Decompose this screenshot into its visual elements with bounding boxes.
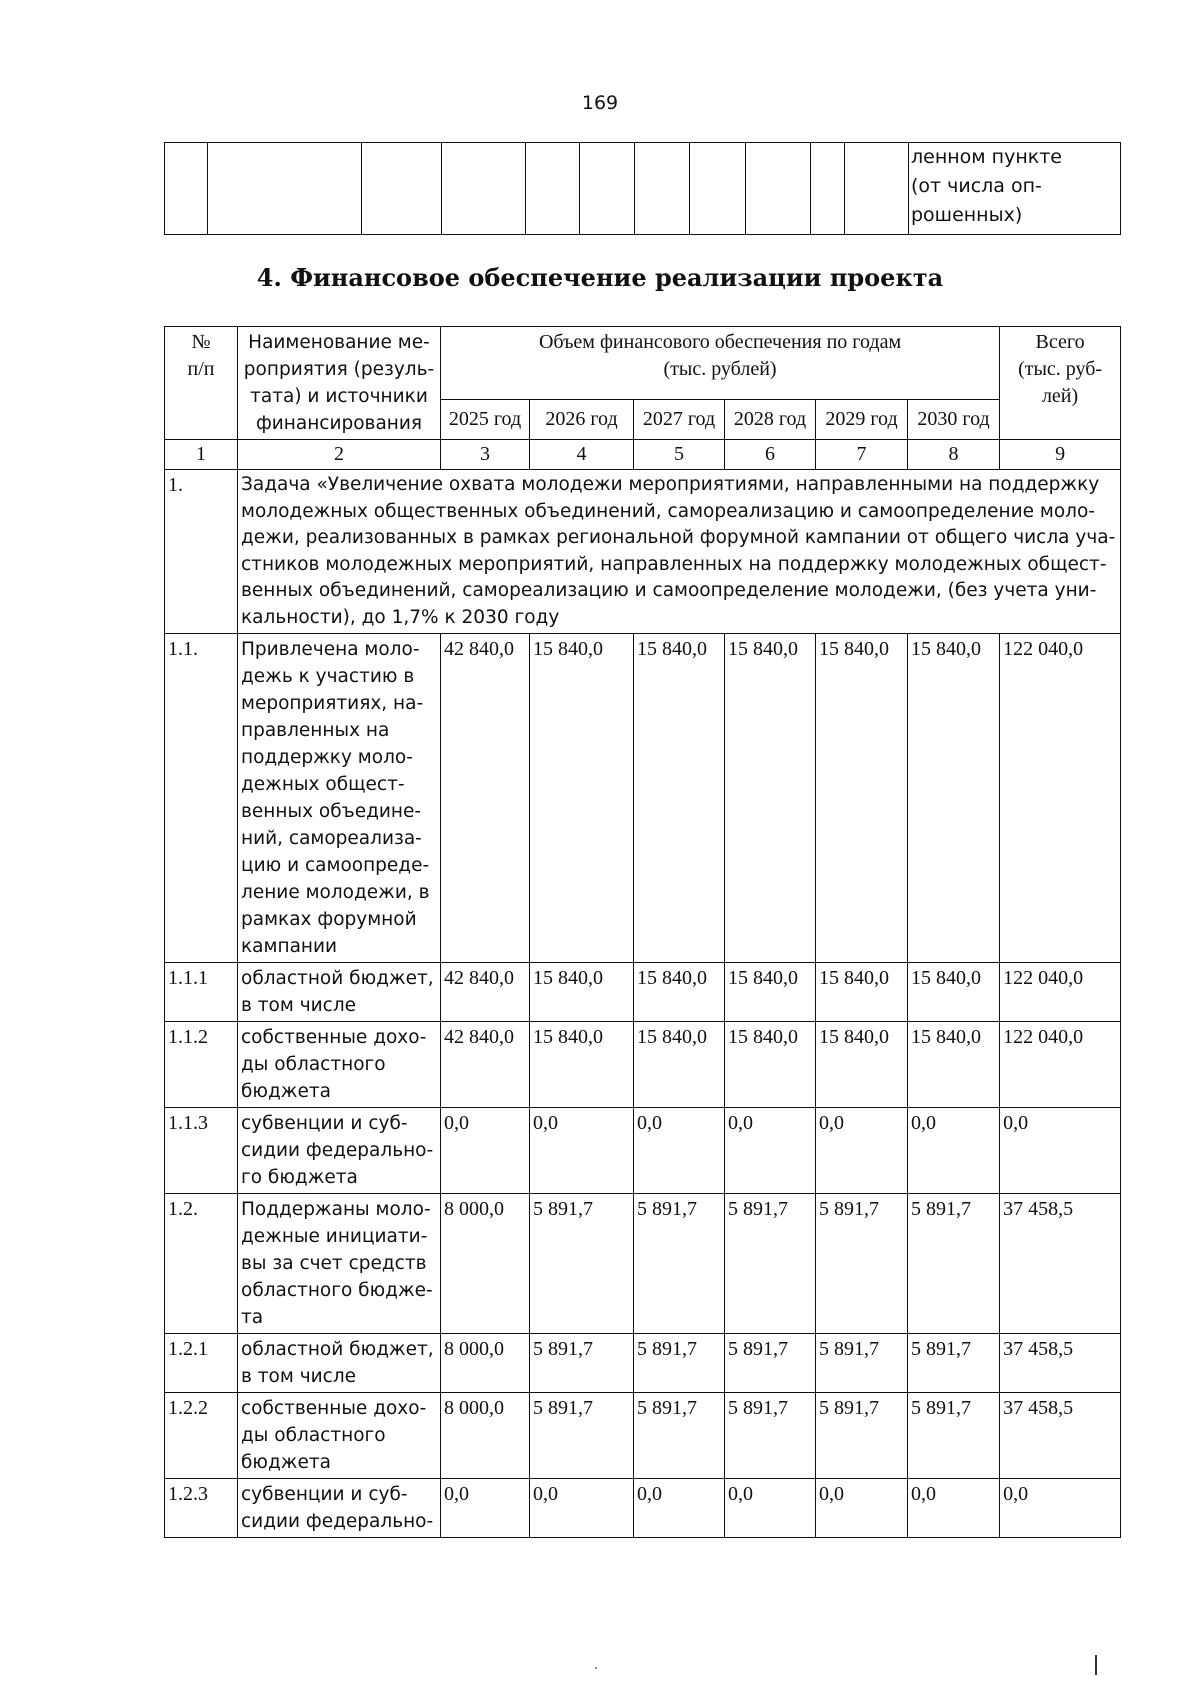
header-year-2029: 2029 год [816, 400, 908, 440]
column-number: 5 [634, 440, 725, 470]
row-value: 5 891,7 [725, 1194, 816, 1334]
row-total: 122 040,0 [1000, 634, 1121, 963]
row-num: 1.2.3 [165, 1479, 238, 1538]
row-name: субвенции и суб- сидии федерально- го бюджета [238, 1108, 441, 1194]
row-value: 0,0 [908, 1108, 1000, 1194]
row-value: 5 891,7 [908, 1334, 1000, 1393]
header-num: № п/п [165, 327, 238, 440]
task-text: Задача «Увеличение охвата молодежи мероприятиями, направленными на поддержку молодежных общественных объединений, самореализацию и самоопределение моло-дежи, реализованных в рамках региональной форумной кампании от общего числа уча-стников молодежных мероприятий, направленных на поддержку молодежных общест-венных объединений, самореализацию и самоопределение молодежи, (без учета уни-кальности), до 1,7% к 2030 году [238, 470, 1121, 634]
column-number: 3 [441, 440, 530, 470]
financing-table [164, 326, 1121, 1538]
row-name: собственные дохо- ды областного бюджета [238, 1393, 441, 1479]
row-value: 8 000,0 [441, 1194, 530, 1334]
row-num: 1.1. [165, 634, 238, 963]
row-value: 5 891,7 [908, 1393, 1000, 1479]
table-cell [442, 143, 526, 235]
column-number: 2 [238, 440, 441, 470]
column-number-row [165, 440, 1121, 470]
row-value: 15 840,0 [816, 1022, 908, 1108]
header-volume: Объем финансового обеспечения по годам (тыс. рублей) [441, 327, 1000, 400]
scan-artifact [595, 1667, 597, 1669]
row-value: 5 891,7 [816, 1334, 908, 1393]
row-value: 15 840,0 [530, 1022, 634, 1108]
row-num: 1.1.3 [165, 1108, 238, 1194]
header-total: Всего (тыс. руб- лей) [1000, 327, 1121, 440]
row-name: областной бюджет, в том числе [238, 1334, 441, 1393]
table-cell [635, 143, 690, 235]
row-value: 15 840,0 [530, 634, 634, 963]
row-value: 42 840,0 [441, 634, 530, 963]
row-name: собственные дохо- ды областного бюджета [238, 1022, 441, 1108]
table-cell [746, 143, 811, 235]
table-row [165, 1334, 1121, 1393]
table-row [165, 963, 1121, 1022]
table-cell [362, 143, 442, 235]
header-year-2025: 2025 год [441, 400, 530, 440]
row-value: 5 891,7 [530, 1393, 634, 1479]
row-num: 1.1.2 [165, 1022, 238, 1108]
row-value: 15 840,0 [530, 963, 634, 1022]
row-value: 5 891,7 [530, 1334, 634, 1393]
row-value: 5 891,7 [725, 1393, 816, 1479]
row-value: 5 891,7 [634, 1393, 725, 1479]
row-num: 1.1.1 [165, 963, 238, 1022]
row-total: 37 458,5 [1000, 1194, 1121, 1334]
row-name: субвенции и суб- сидии федерально- [238, 1479, 441, 1538]
row-value: 15 840,0 [634, 963, 725, 1022]
table-cell [580, 143, 635, 235]
row-name: областной бюджет, в том числе [238, 963, 441, 1022]
row-total: 37 458,5 [1000, 1393, 1121, 1479]
table-cell [208, 143, 362, 235]
row-total: 122 040,0 [1000, 1022, 1121, 1108]
table-row [165, 1479, 1121, 1538]
row-value: 42 840,0 [441, 1022, 530, 1108]
row-value: 5 891,7 [725, 1334, 816, 1393]
row-num: 1.2. [165, 1194, 238, 1334]
row-total: 122 040,0 [1000, 963, 1121, 1022]
row-value: 15 840,0 [908, 634, 1000, 963]
row-value: 5 891,7 [908, 1194, 1000, 1334]
row-num: 1.2.2 [165, 1393, 238, 1479]
row-value: 5 891,7 [816, 1393, 908, 1479]
row-value: 5 891,7 [816, 1194, 908, 1334]
row-value: 15 840,0 [816, 963, 908, 1022]
table-cell [526, 143, 580, 235]
row-value: 0,0 [725, 1108, 816, 1194]
table-row [165, 634, 1121, 963]
row-value: 0,0 [530, 1479, 634, 1538]
table-row [165, 1393, 1121, 1479]
row-value: 5 891,7 [634, 1334, 725, 1393]
task-num: 1. [165, 470, 238, 634]
table-row [165, 1022, 1121, 1108]
continued-table-fragment [164, 142, 1121, 235]
row-value: 0,0 [634, 1108, 725, 1194]
row-value: 15 840,0 [908, 1022, 1000, 1108]
row-value: 0,0 [725, 1479, 816, 1538]
row-value: 0,0 [634, 1479, 725, 1538]
table-cell [690, 143, 746, 235]
header-year-2028: 2028 год [725, 400, 816, 440]
section-title: 4. Финансовое обеспечение реализации проекта [256, 263, 944, 292]
table-cell [165, 143, 208, 235]
row-name: Привлечена моло- дежь к участию в мероприятиях, на- правленных на поддержку моло- дежных общест- венных объедине- ний, самореализа- цию и самоопреде- ление молодежи, в рамках форумной кампании [238, 634, 441, 963]
page-number: 169 [581, 92, 619, 114]
header-row [165, 327, 1121, 400]
row-value: 15 840,0 [634, 634, 725, 963]
table-cell [845, 143, 909, 235]
header-name: Наименование ме- роприятия (резуль- тата) и источники финансирования [238, 327, 441, 440]
row-value: 15 840,0 [816, 634, 908, 963]
header-year-2027: 2027 год [634, 400, 725, 440]
column-number: 9 [1000, 440, 1121, 470]
row-value: 5 891,7 [530, 1194, 634, 1334]
header-year-2030: 2030 год [908, 400, 1000, 440]
row-value: 0,0 [816, 1108, 908, 1194]
column-number: 8 [908, 440, 1000, 470]
row-value: 15 840,0 [725, 634, 816, 963]
column-number: 4 [530, 440, 634, 470]
row-value: 8 000,0 [441, 1393, 530, 1479]
row-value: 0,0 [908, 1479, 1000, 1538]
row-value: 15 840,0 [634, 1022, 725, 1108]
row-value: 0,0 [530, 1108, 634, 1194]
row-value: 0,0 [441, 1479, 530, 1538]
row-value: 5 891,7 [634, 1194, 725, 1334]
task-row [165, 470, 1121, 634]
row-num: 1.2.1 [165, 1334, 238, 1393]
table-cell [811, 143, 845, 235]
row-value: 15 840,0 [908, 963, 1000, 1022]
row-value: 8 000,0 [441, 1334, 530, 1393]
row-value: 0,0 [441, 1108, 530, 1194]
table-row [165, 1194, 1121, 1334]
row-total: 0,0 [1000, 1479, 1121, 1538]
column-number: 7 [816, 440, 908, 470]
scan-artifact [1095, 1655, 1097, 1675]
row-value: 42 840,0 [441, 963, 530, 1022]
table-row [165, 143, 1121, 235]
row-name: Поддержаны моло- дежные инициати- вы за счет средств областного бюдже- та [238, 1194, 441, 1334]
row-value: 15 840,0 [725, 963, 816, 1022]
table-cell-respondents-note: ленном пункте (от числа оп- рошенных) [909, 143, 1121, 235]
row-total: 0,0 [1000, 1108, 1121, 1194]
table-row [165, 1108, 1121, 1194]
row-total: 37 458,5 [1000, 1334, 1121, 1393]
column-number: 6 [725, 440, 816, 470]
column-number: 1 [165, 440, 238, 470]
row-value: 0,0 [816, 1479, 908, 1538]
header-year-2026: 2026 год [530, 400, 634, 440]
row-value: 15 840,0 [725, 1022, 816, 1108]
